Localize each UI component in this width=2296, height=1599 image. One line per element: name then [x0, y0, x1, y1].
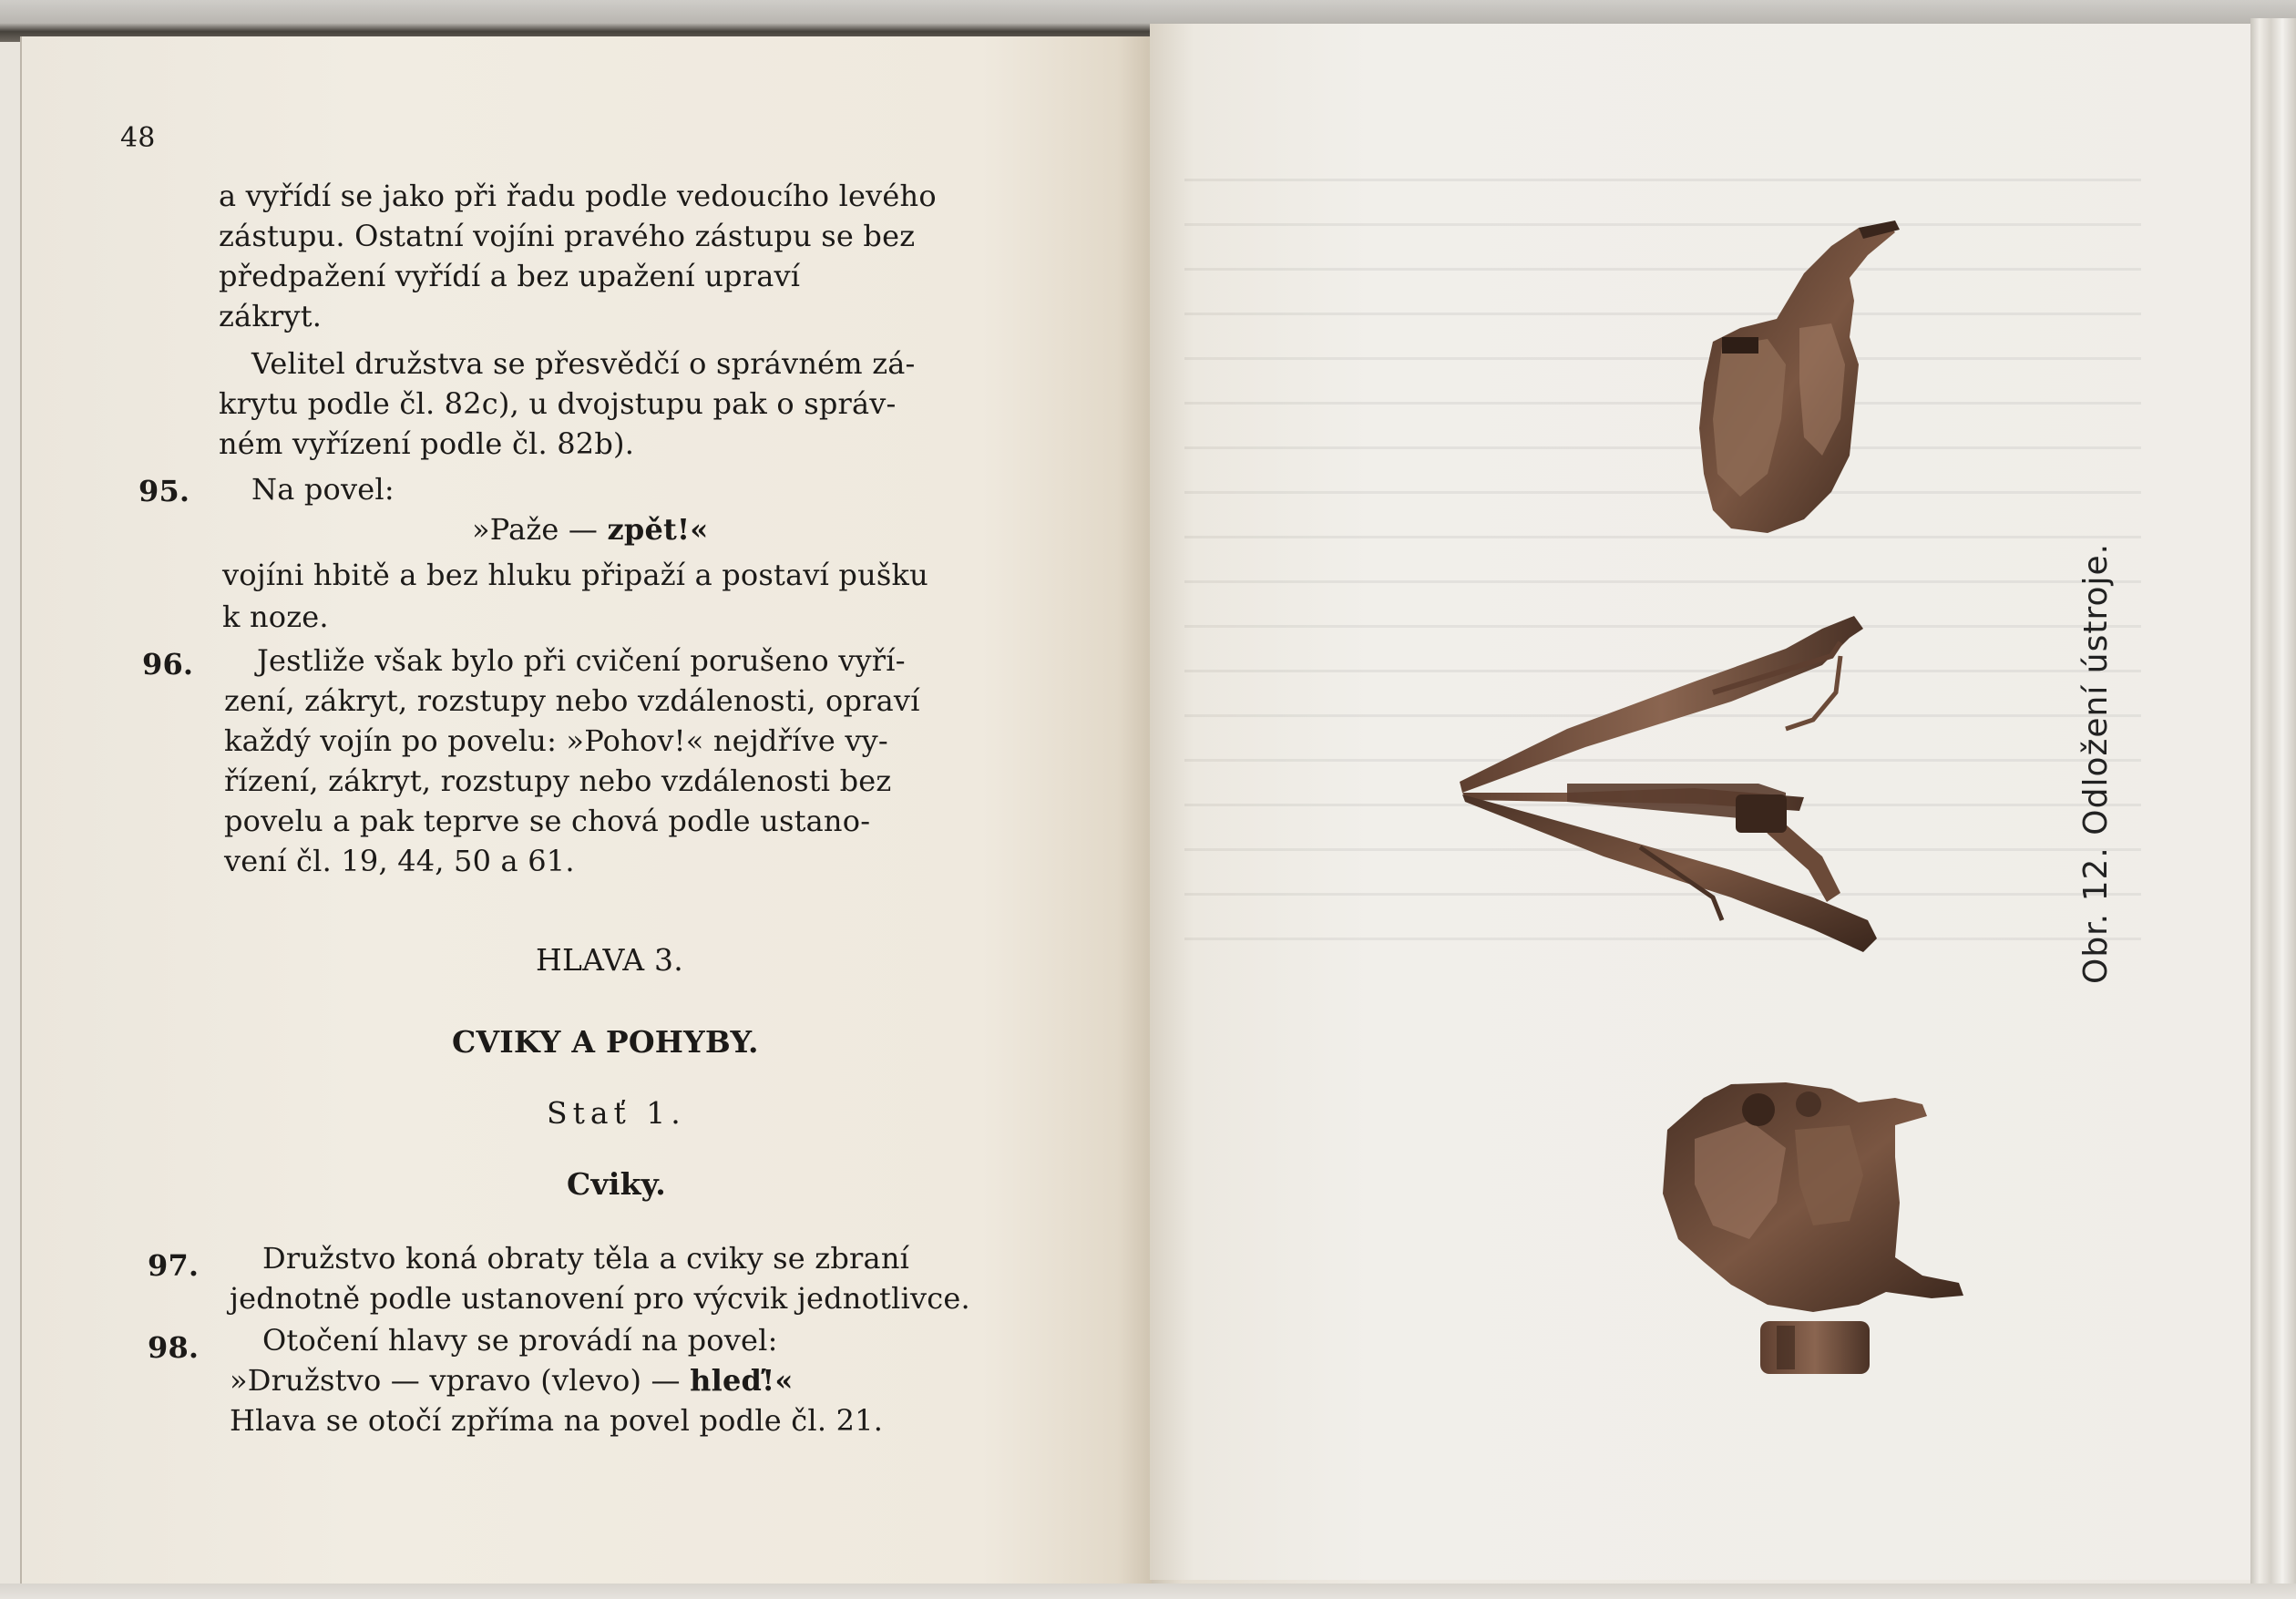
paragraph-number: 96.	[142, 647, 194, 682]
text-line: Otočení hlavy se provádí na povel:	[262, 1323, 778, 1358]
paragraph-number: 95.	[138, 474, 190, 508]
command-text: »Družstvo — vpravo (vlevo) — hleď!«	[230, 1363, 794, 1398]
text-line: jednotně podle ustanovení pro výcvik jednotlivce.	[230, 1281, 970, 1316]
paragraph-number: 97.	[148, 1248, 200, 1283]
text-line: krytu podle čl. 82c), u dvojstupu pak o správ-	[219, 386, 897, 421]
text-line: Na povel:	[251, 472, 395, 507]
section-title: Cviky.	[567, 1166, 666, 1202]
text-line: každý vojín po povelu: »Pohov!« nejdříve vy-	[224, 723, 888, 758]
text-line: Družstvo koná obraty těla a cviky se zbraní	[262, 1241, 910, 1276]
page-number: 48	[120, 122, 156, 154]
chapter-title: CVIKY A POHYBY.	[452, 1024, 759, 1060]
text-line: zástupu. Ostatní vojíni pravého zástupu se bez	[219, 219, 916, 253]
text-line: zení, zákryt, rozstupy nebo vzdálenosti, opraví	[224, 683, 920, 718]
backpack-photo	[1699, 220, 1900, 533]
text-line: povelu a pak teprve se chová podle ustano-	[224, 804, 871, 838]
text-line: k noze.	[222, 600, 329, 634]
command-text: »Paže — zpět!«	[472, 512, 709, 547]
figure-caption: Obr. 12. Odložení ústroje.	[2077, 542, 2115, 984]
section-number: Stať 1.	[547, 1095, 686, 1131]
paragraph-number: 98.	[148, 1330, 200, 1365]
text-line: řízení, zákryt, rozstupy nebo vzdálenosti bez	[224, 764, 892, 798]
text-line: Jestliže však bylo při cvičení porušeno vyří-	[257, 643, 906, 678]
text-line: ném vyřízení podle čl. 82b).	[219, 426, 635, 461]
text-line: vení čl. 19, 44, 50 a 61.	[224, 844, 575, 878]
text-line: předpažení vyřídí a bez upažení upraví	[219, 259, 801, 293]
text-line: zákryt.	[219, 299, 323, 333]
chapter-number: HLAVA 3.	[536, 942, 683, 978]
rifle-photo	[1460, 616, 1877, 952]
pouches-photo	[1663, 1082, 1963, 1374]
text-line: vojíni hbitě a bez hluku připaží a postaví pušku	[222, 558, 928, 592]
text-line: Hlava se otočí zpříma na povel podle čl. 21.	[230, 1403, 884, 1438]
text-line: a vyřídí se jako při řadu podle vedoucího levého	[219, 179, 937, 213]
text-line: Velitel družstva se přesvědčí o správném zá-	[251, 346, 916, 381]
